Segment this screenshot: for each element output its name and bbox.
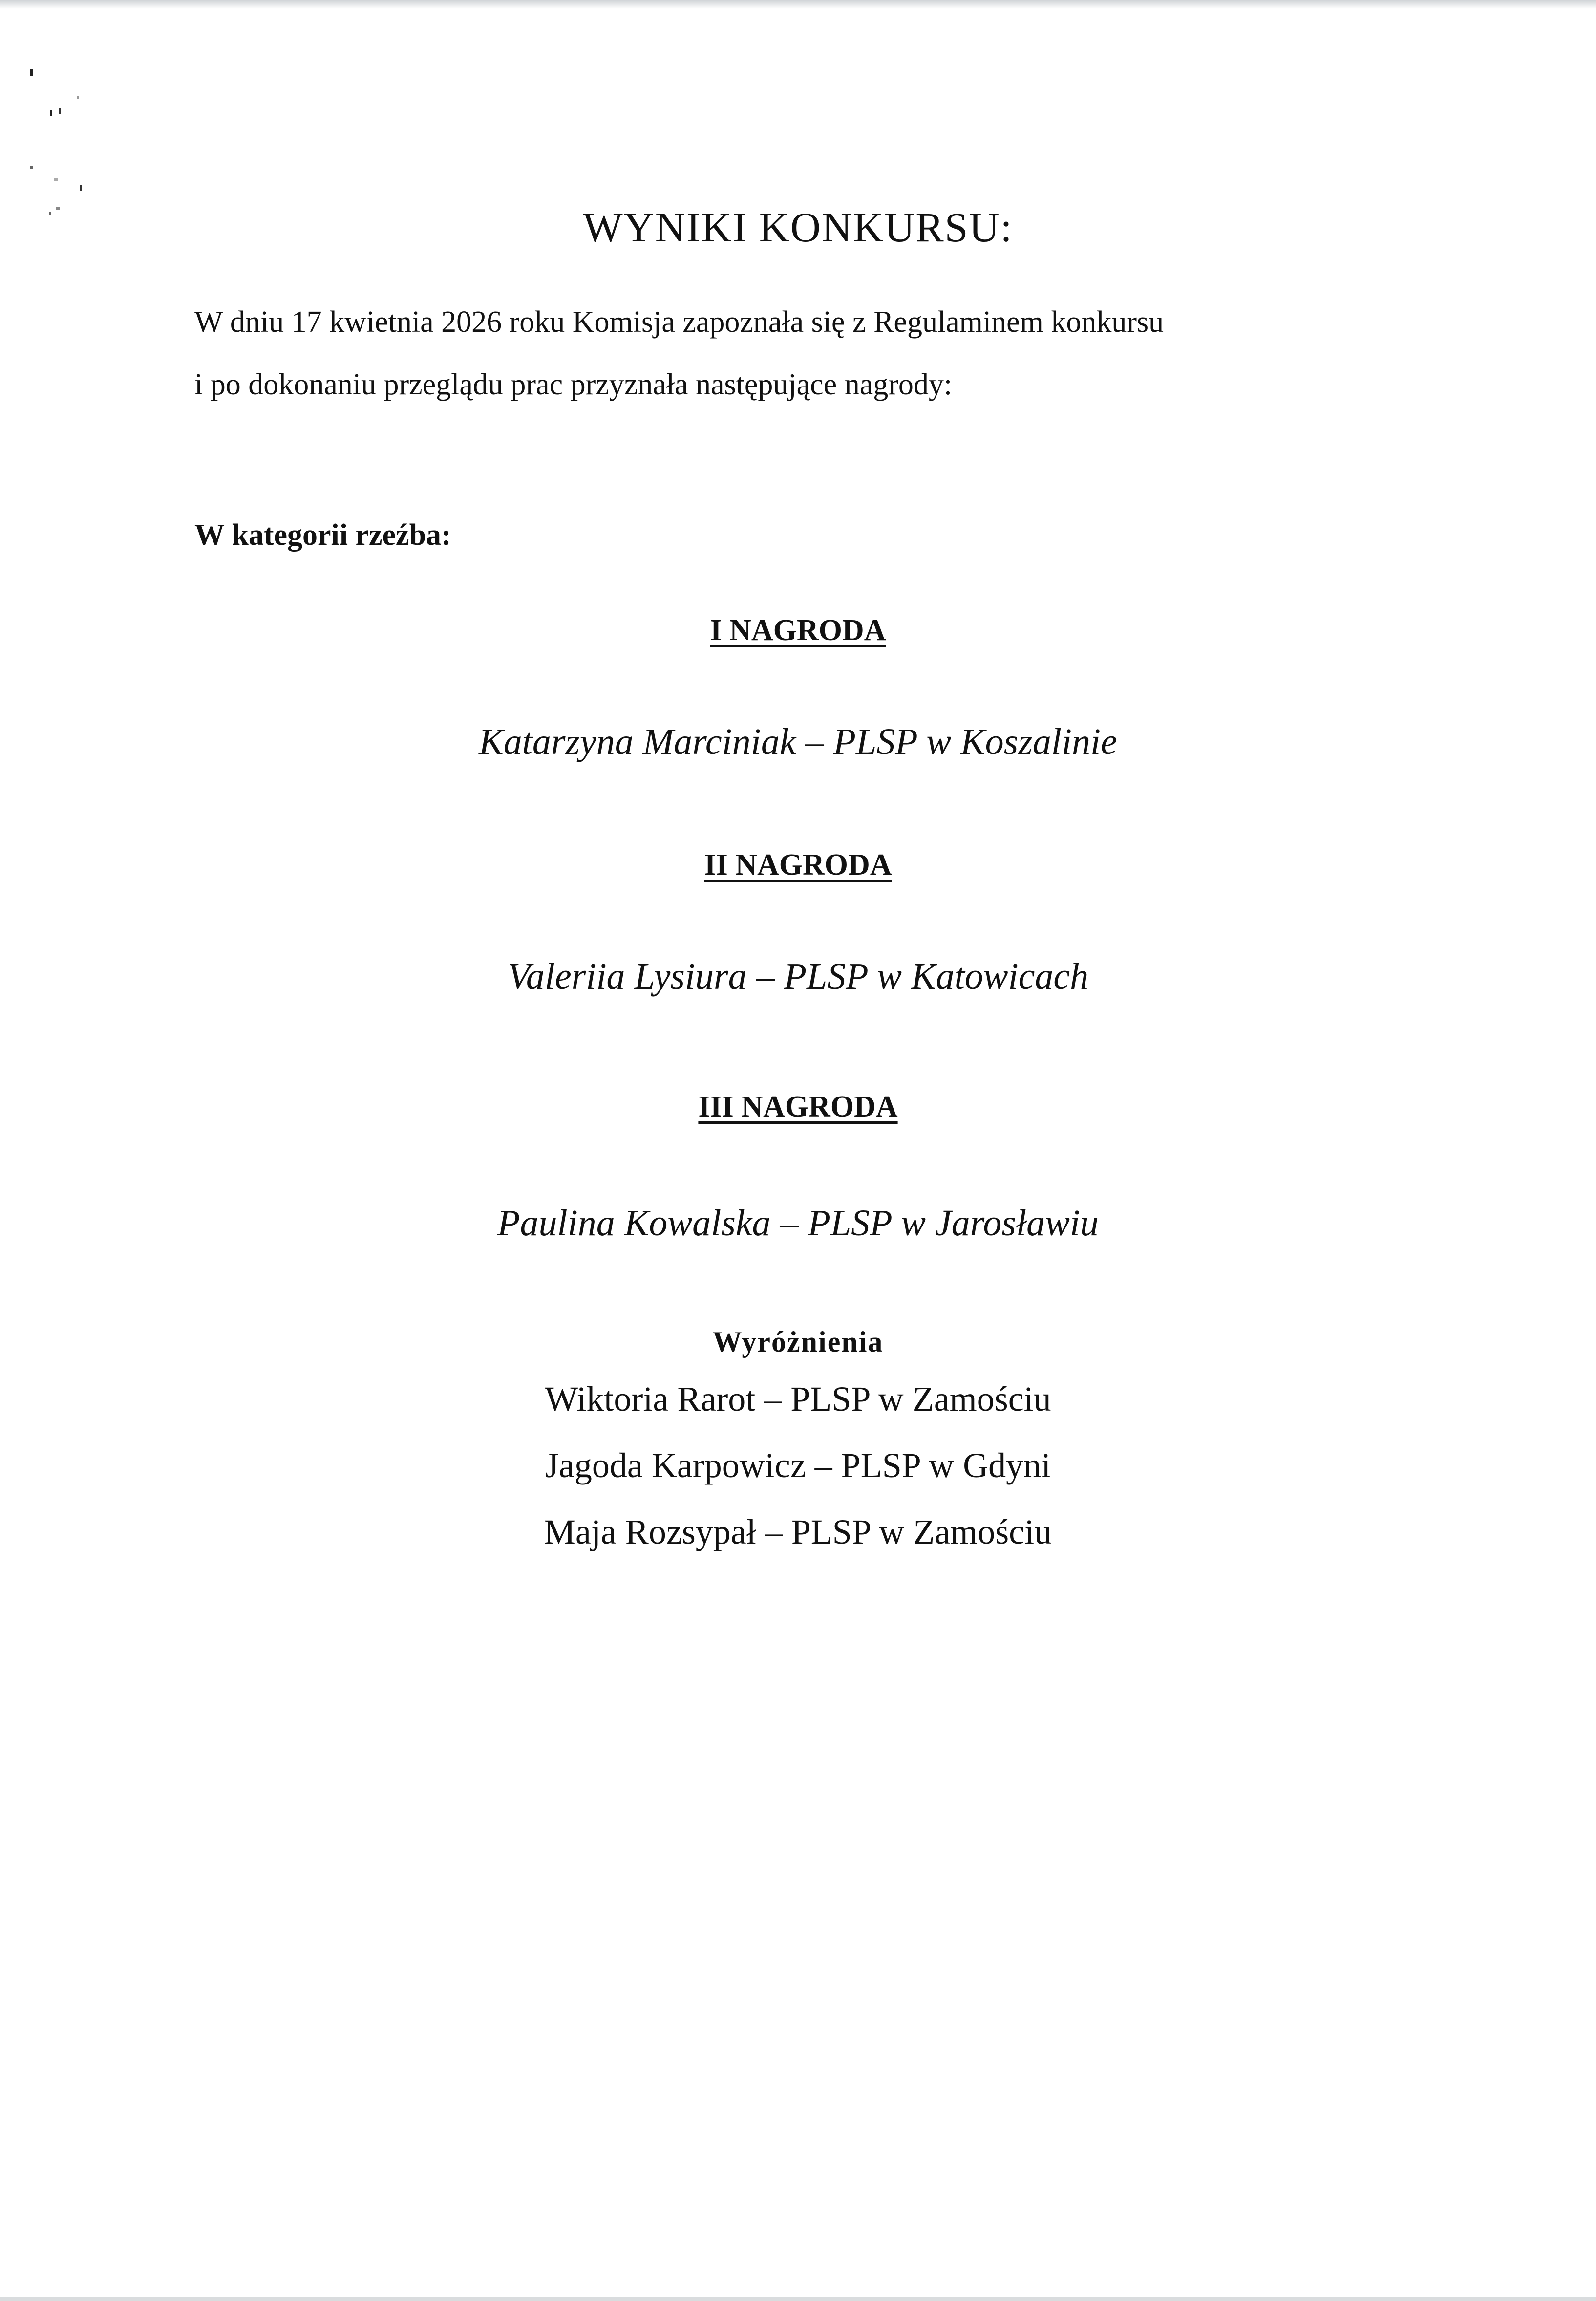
- intro-line: W dniu 17 kwietnia 2026 roku Komisja zapoznała się z Regulaminem konkursu: [194, 305, 1164, 339]
- scan-edge-bottom: [0, 2297, 1596, 2301]
- honorable-mention: Jagoda Karpowicz – PLSP w Gdyni: [545, 1446, 1051, 1485]
- honorable-mention: Maja Rozsypał – PLSP w Zamościu: [544, 1512, 1052, 1551]
- prize-winner-1: Katarzyna Marciniak – PLSP w Koszalinie: [479, 721, 1117, 762]
- prize-label-3: III NAGRODA: [698, 1090, 898, 1123]
- prize-winner-3: Paulina Kowalska – PLSP w Jarosławiu: [497, 1203, 1099, 1244]
- document-title: WYNIKI KONKURSU:: [583, 204, 1013, 251]
- prize-label-1: I NAGRODA: [710, 614, 886, 647]
- honorable-mention: Wiktoria Rarot – PLSP w Zamościu: [545, 1379, 1051, 1419]
- intro-line: i po dokonaniu przeglądu prac przyznała następujące nagrody:: [194, 368, 953, 401]
- prize-winner-2: Valeriia Lysiura – PLSP w Katowicach: [507, 956, 1089, 997]
- intro-paragraph: [194, 291, 1367, 416]
- category-heading: W kategorii rzeźba:: [194, 518, 451, 552]
- honorable-mentions-title: Wyróżnienia: [712, 1326, 884, 1358]
- prize-label-2: II NAGRODA: [704, 848, 892, 882]
- scan-edge-top: [0, 0, 1596, 9]
